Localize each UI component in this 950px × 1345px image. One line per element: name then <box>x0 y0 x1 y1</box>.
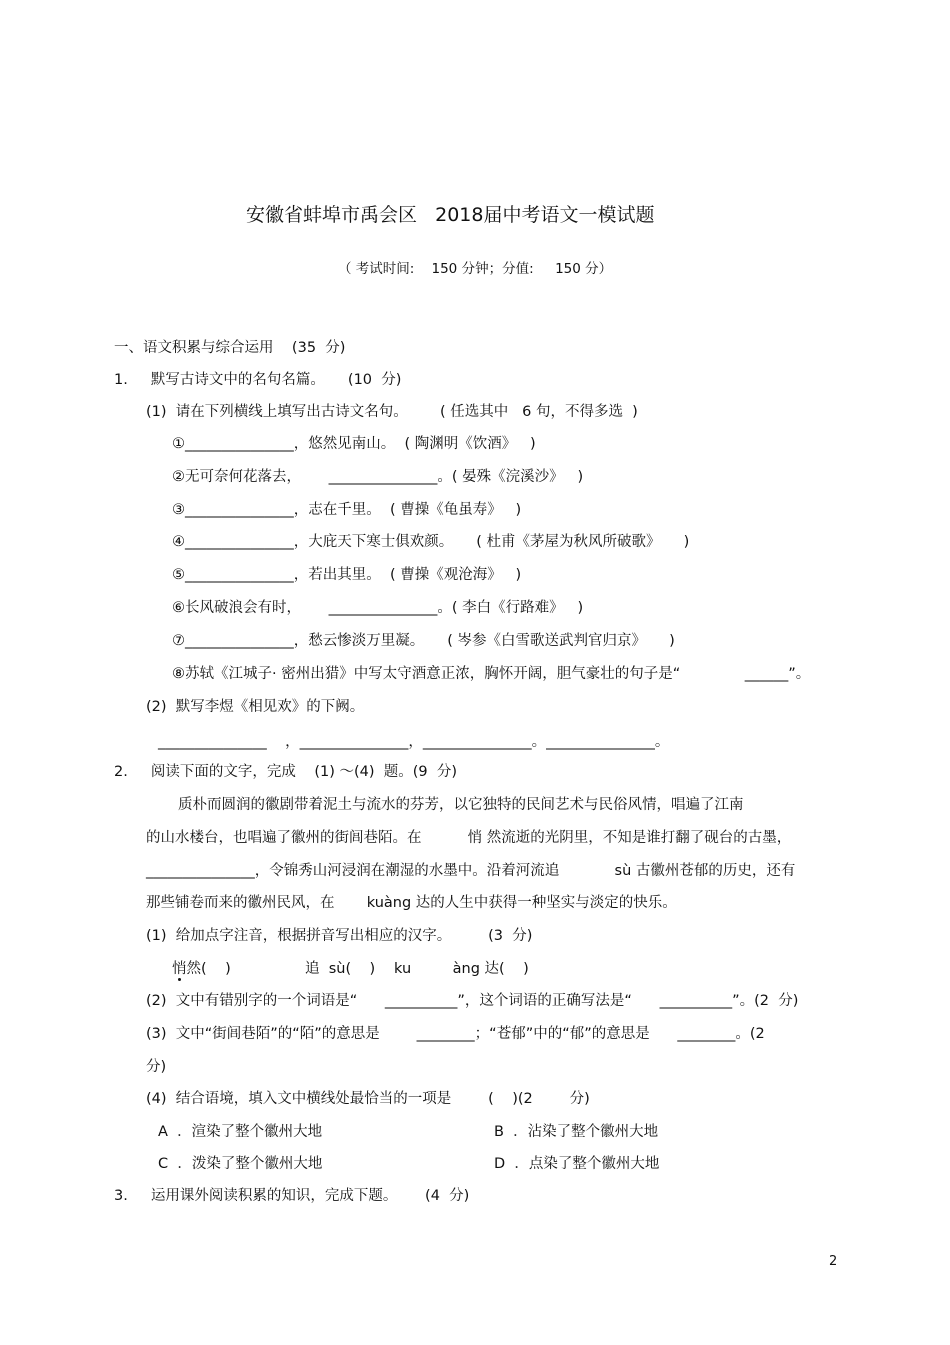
pinyin-item-1: 然( ) <box>186 961 231 977</box>
sub-question-2: (2) 文中有错别字的一个词语是“ __________”，这个词语的正确写法是“ __________”。(2 分) <box>146 993 799 1009</box>
passage-line-3: _______________，令锦秀山河浸润在潮湿的水墨中。沿着河流追 sù 古徽州苍郁的历史，还有 <box>146 863 796 879</box>
pinyin-item-2: 追 sù( ) <box>305 961 376 977</box>
poem-item-6: ⑥长风破浪会有时， _______________。( 李白《行路难》 ) <box>172 600 584 616</box>
sub-question-3-cont: 分) <box>146 1059 167 1075</box>
recitation-blanks: _______________ ，_______________，_______________。_______________。 <box>158 734 670 750</box>
sub-question-4: (4) 结合语境，填入文中横线处最恰当的一项是 ( )(2 分) <box>146 1091 590 1107</box>
section-heading: 一、语文积累与综合运用 (35 分) <box>114 340 346 356</box>
poem-item-7: ⑦_______________，愁云惨淡万里凝。 ( 岑参《白雪歌送武判官归京》 ) <box>172 633 675 649</box>
poem-item-8: ⑧苏轼《江城子· 密州出猎》中写太守酒意正浓，胸怀开阔，胆气豪壮的句子是“ ______”。 <box>172 666 811 682</box>
question-3-heading: 3. 运用课外阅读积累的知识，完成下题。 (4 分) <box>114 1188 470 1204</box>
poem-item-4: ④_______________，大庇天下寒士俱欢颜。 ( 杜甫《茅屋为秋风所破歌》 ) <box>172 534 690 550</box>
passage-line-4: 那些铺卷而来的徽州民风，在 kuàng 达的人生中获得一种坚实与淡定的快乐。 <box>146 895 677 911</box>
pinyin-item-3: ku àng 达( ) <box>394 961 529 977</box>
poem-item-2: ②无可奈何花落去， _______________。( 晏殊《浣溪沙》 ) <box>172 469 584 485</box>
option-b: B ．沾染了整个徽州大地 <box>494 1124 659 1140</box>
poem-item-3: ③_______________，志在千里。 ( 曹操《龟虽寿》 ) <box>172 502 522 518</box>
page-title: 安徽省蚌埠市禹会区 2018届中考语文一模试题 <box>246 204 655 226</box>
passage-line-1: 质朴而圆润的徽剧带着泥土与流水的芬芳，以它独特的民间艺术与民俗风情，唱遍了江南 <box>178 797 744 813</box>
poem-item-1: ①_______________，悠然见南山。 ( 陶渊明《饮酒》 ) <box>172 436 536 452</box>
passage-line-2: 的山水楼台，也唱遍了徽州的街闾巷陌。在 悄 然流逝的光阴里，不知是谁打翻了砚台的古墨， <box>146 830 792 846</box>
poem-item-5: ⑤_______________，若出其里。 ( 曹操《观沧海》 ) <box>172 567 522 583</box>
option-a: A ．渲染了整个徽州大地 <box>158 1124 323 1140</box>
question-1-part-1-heading: (1) 请在下列横线上填写出古诗文名句。 ( 任选其中 6 句，不得多选 ) <box>146 404 638 420</box>
page-number: 2 <box>829 1254 838 1269</box>
sub-question-1: (1) 给加点字注音，根据拼音写出相应的汉字。 (3 分) <box>146 928 533 944</box>
exam-info: （ 考试时间: 150 分钟；分值: 150 分） <box>338 261 613 277</box>
question-2-heading: 2. 阅读下面的文字，完成 (1) ～(4) 题。(9 分) <box>114 764 457 780</box>
sub-question-3: (3) 文中“街闾巷陌”的“陌”的意思是 ________；“苍郁”中的“郁”的意思是 ________。(2 <box>146 1026 765 1042</box>
option-c: C ．泼染了整个徽州大地 <box>158 1156 323 1172</box>
question-1-heading: 1. 默写古诗文中的名句名篇。 (10 分) <box>114 372 402 388</box>
pinyin-row <box>172 959 231 979</box>
question-1-part-2-heading: (2) 默写李煜《相见欢》的下阙。 <box>146 699 365 715</box>
dotted-char: 悄 <box>172 961 187 977</box>
option-d: D ．点染了整个徽州大地 <box>494 1156 660 1172</box>
